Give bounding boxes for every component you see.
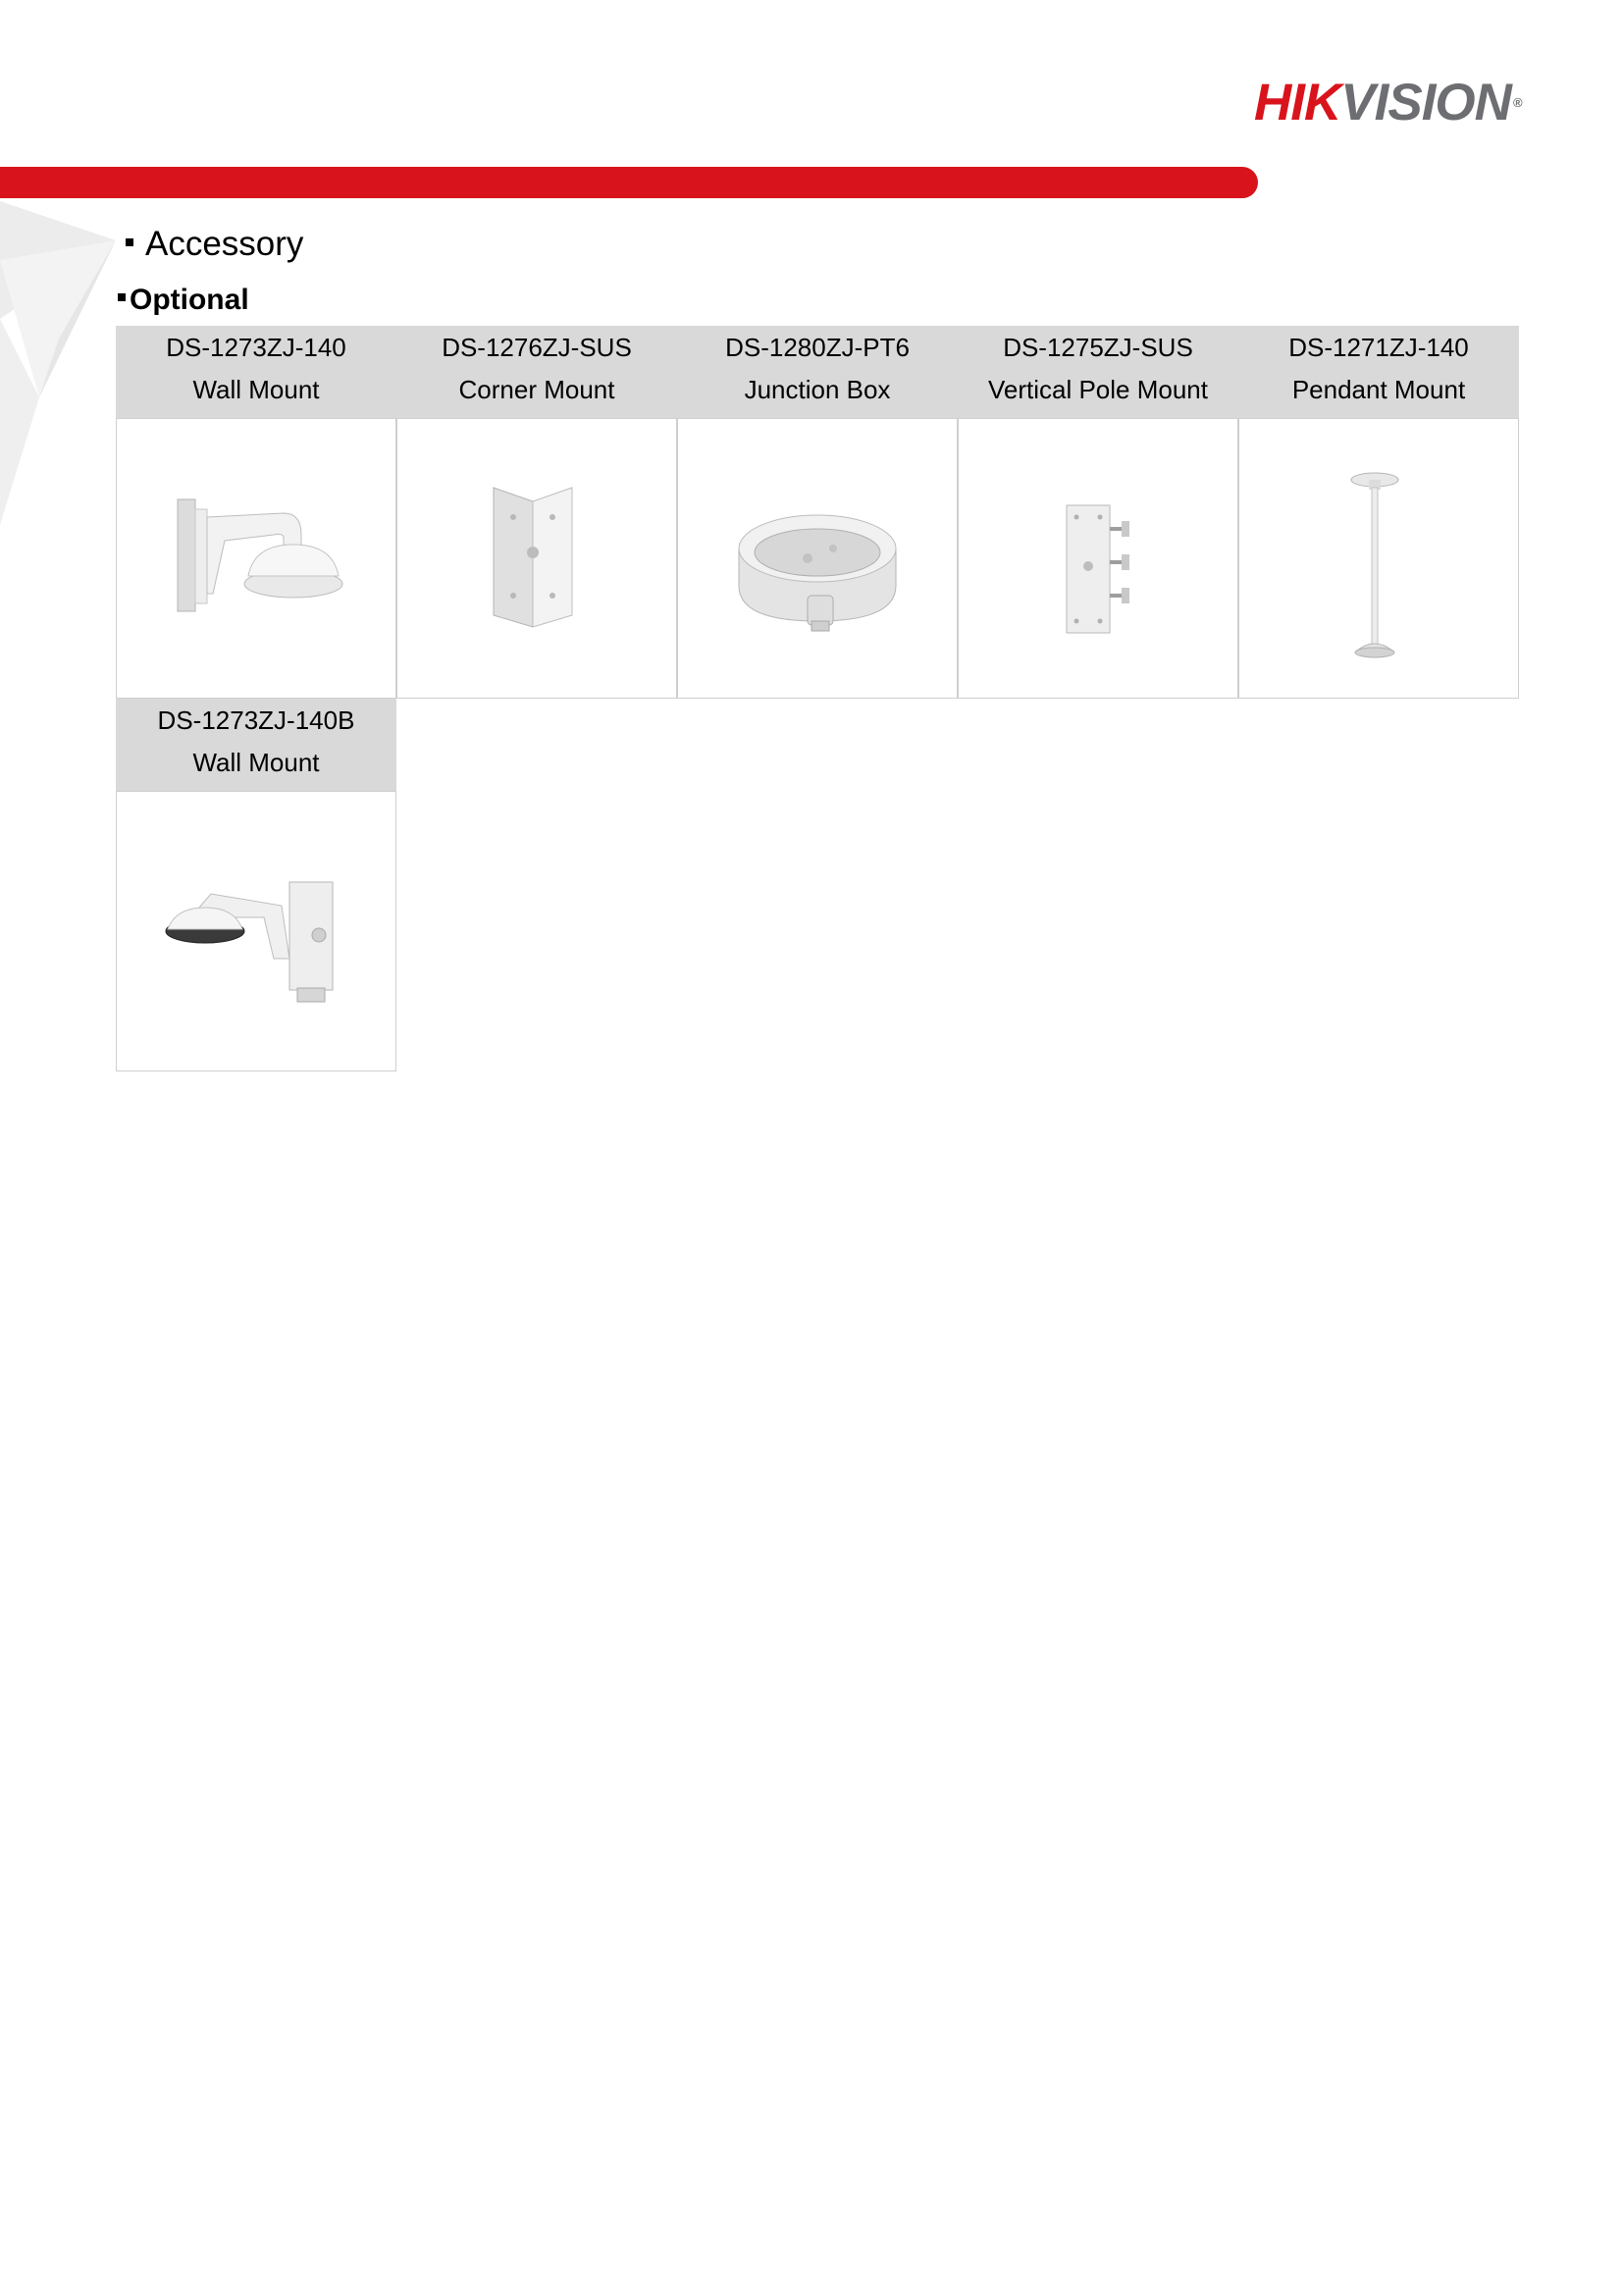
accessory-type: Corner Mount xyxy=(458,375,615,404)
accessory-card xyxy=(677,326,958,699)
section-title xyxy=(126,224,303,265)
accessory-card xyxy=(116,326,396,699)
accessory-model: DS-1280ZJ-PT6 xyxy=(725,333,910,362)
accessory-type: Wall Mount xyxy=(192,375,320,404)
accessory-image-wall-mount-b xyxy=(116,791,396,1071)
hikvision-logo xyxy=(1254,75,1558,131)
logo-hik: HIK xyxy=(1254,74,1341,131)
accessory-header xyxy=(677,326,958,418)
accessory-image-junction-box xyxy=(677,418,958,699)
accessory-grid xyxy=(116,326,1521,1075)
accessory-model: DS-1276ZJ-SUS xyxy=(442,333,632,362)
accessory-header xyxy=(396,326,677,418)
accessory-card xyxy=(958,326,1238,699)
accessory-model: DS-1273ZJ-140 xyxy=(166,333,346,362)
logo-vision: VISION xyxy=(1340,74,1511,131)
accessory-card xyxy=(116,699,396,1071)
section-subtitle-text: Optional xyxy=(130,284,249,316)
logo-registered-mark: ® xyxy=(1512,95,1522,110)
accessory-header xyxy=(1238,326,1519,418)
accessory-type: Vertical Pole Mount xyxy=(987,375,1208,404)
accessory-header xyxy=(116,326,396,418)
accessory-header xyxy=(958,326,1238,418)
section-title-text: Accessory xyxy=(145,225,304,263)
bullet-icon xyxy=(126,238,133,246)
section-subtitle xyxy=(118,282,249,319)
accessory-type: Junction Box xyxy=(744,375,891,404)
accessory-model: DS-1273ZJ-140B xyxy=(157,705,355,735)
accessory-header xyxy=(116,699,396,791)
accessory-card xyxy=(1238,326,1519,699)
bullet-icon xyxy=(118,293,126,301)
accessory-card xyxy=(396,326,677,699)
accessory-image-wall-mount xyxy=(116,418,396,699)
accessory-type: Pendant Mount xyxy=(1291,375,1466,404)
accessory-image-corner-mount xyxy=(396,418,677,699)
accessory-image-pendant-mount xyxy=(1238,418,1519,699)
accessory-type: Wall Mount xyxy=(192,748,320,777)
header-red-bar xyxy=(0,167,1258,198)
accessory-image-vertical-pole-mount xyxy=(958,418,1238,699)
decorative-facets xyxy=(0,201,128,525)
accessory-model: DS-1275ZJ-SUS xyxy=(1003,333,1193,362)
accessory-model: DS-1271ZJ-140 xyxy=(1288,333,1469,362)
